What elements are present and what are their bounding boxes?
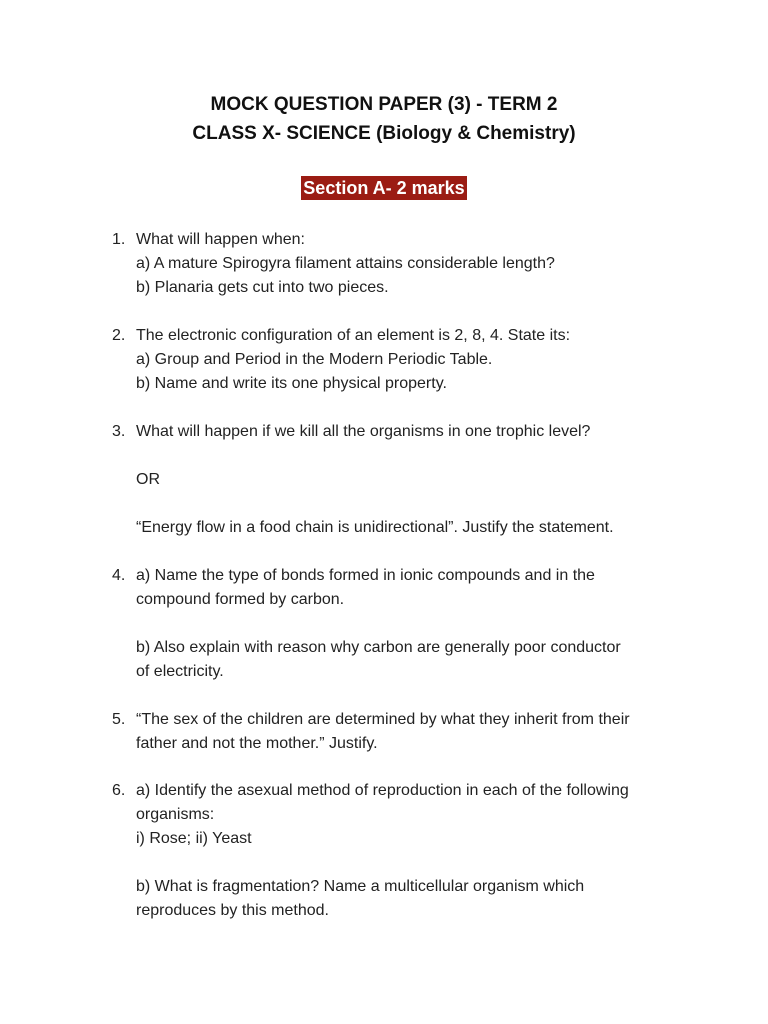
question-3-line: “Energy flow in a food chain is unidirectional”. Justify the statement. xyxy=(136,519,614,536)
paper-title: MOCK QUESTION PAPER (3) - TERM 2 xyxy=(210,94,558,115)
question-6-line: reproduces by this method. xyxy=(136,902,329,919)
question-5-line: “The sex of the children are determined by what they inherit from their xyxy=(136,711,630,728)
question-2-line: b) Name and write its one physical property. xyxy=(136,375,447,392)
paper-subtitle: CLASS X- SCIENCE (Biology & Chemistry) xyxy=(192,123,576,144)
question-6-line: i) Rose; ii) Yeast xyxy=(136,830,252,847)
question-4-line: b) Also explain with reason why carbon are generally poor conductor xyxy=(136,639,621,656)
question-6-line: organisms: xyxy=(136,806,215,823)
question-2-number: 2. xyxy=(112,327,126,344)
section-heading-wrap xyxy=(0,176,768,200)
question-4-line: of electricity. xyxy=(136,663,224,680)
question-1-line: b) Planaria gets cut into two pieces. xyxy=(136,279,389,296)
question-3-or: OR xyxy=(136,471,160,488)
question-6-number: 6. xyxy=(112,782,126,799)
question-4-line: compound formed by carbon. xyxy=(136,591,345,608)
question-3-line: What will happen if we kill all the organisms in one trophic level? xyxy=(136,423,591,440)
section-heading: Section A- 2 marks xyxy=(303,178,465,198)
question-3-number: 3. xyxy=(112,423,126,440)
question-2-line: The electronic configuration of an element is 2, 8, 4. State its: xyxy=(136,327,571,344)
question-6-line: b) What is fragmentation? Name a multicellular organism which xyxy=(136,878,585,895)
question-1-line: What will happen when: xyxy=(136,231,305,248)
question-5-number: 5. xyxy=(112,711,126,728)
question-5-line: father and not the mother.” Justify. xyxy=(136,735,378,752)
question-4-number: 4. xyxy=(112,567,126,584)
question-2-line: a) Group and Period in the Modern Periodic Table. xyxy=(136,351,493,368)
question-6-line: a) Identify the asexual method of reproduction in each of the following xyxy=(136,782,629,799)
question-1-line: a) A mature Spirogyra filament attains considerable length? xyxy=(136,255,555,272)
question-4-line: a) Name the type of bonds formed in ionic compounds and in the xyxy=(136,567,595,584)
question-1-number: 1. xyxy=(112,231,126,248)
